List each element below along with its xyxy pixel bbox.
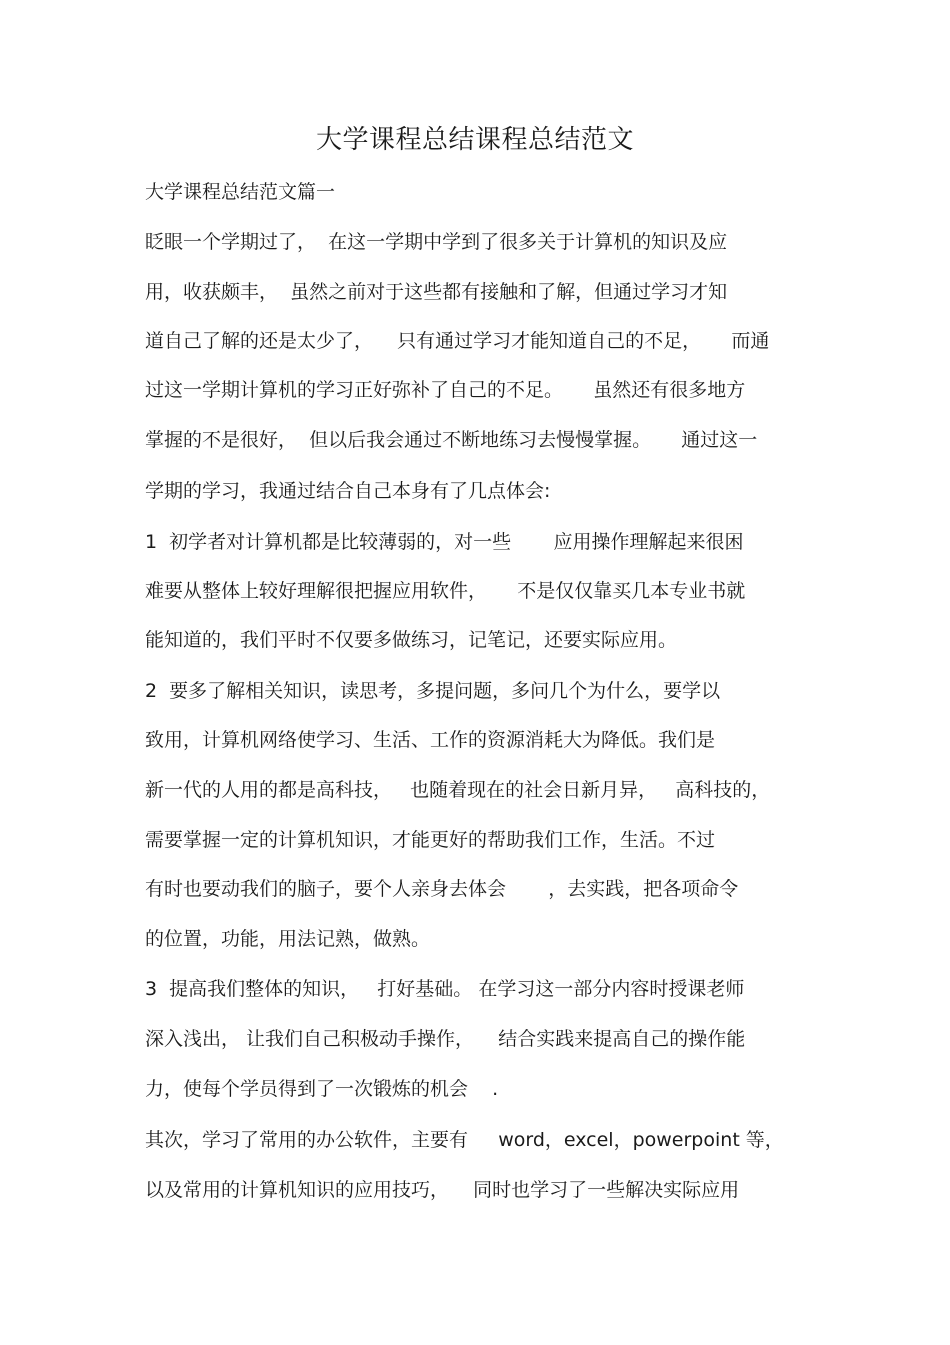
document-title: 大学课程总结课程总结范文 [315, 125, 634, 155]
paragraph-line: 学期的学习，我通过结合自己本身有了几点体会: [145, 480, 551, 502]
paragraph-line: 能知道的，我们平时不仅要多做练习，记笔记，还要实际应用。 [145, 629, 678, 651]
paragraph-line: 以及常用的计算机知识的应用技巧， 同时也学习了一些解决实际应用 [145, 1179, 740, 1201]
paragraph-line: 掌握的不是很好， 但以后我会通过不断地练习去慢慢掌握。 通过这一 [145, 429, 758, 451]
paragraph-line: 眨眼一个学期过了， 在这一学期中学到了很多关于计算机的知识及应 [145, 231, 728, 253]
list-item-line: 1 初学者对计算机都是比较薄弱的，对一些 应用操作理解起来很困 [145, 531, 744, 553]
paragraph-line: 深入浅出， 让我们自己积极动手操作， 结合实践来提高自己的操作能 [145, 1028, 746, 1050]
paragraph-line: 过这一学期计算机的学习正好弥补了自己的不足。 虽然还有很多地方 [145, 379, 746, 401]
paragraph-line: 其次，学习了常用的办公软件，主要有 word，excel，powerpoint 等， [145, 1129, 784, 1151]
list-item-line: 2 要多了解相关知识，读思考，多提问题，多问几个为什么，要学以 [145, 680, 721, 702]
paragraph-line: 难要从整体上较好理解很把握应用软件， 不是仅仅靠买几本专业书就 [145, 580, 746, 602]
paragraph-line: 道自己了解的还是太少了， 只有通过学习才能知道自己的不足， 而通 [145, 330, 770, 352]
paragraph-line: 用，收获颇丰， 虽然之前对于这些都有接触和了解，但通过学习才知 [145, 281, 728, 303]
paragraph-line: 新一代的人用的都是高科技， 也随着现在的社会日新月异， 高科技的， [145, 779, 771, 801]
paragraph-line: 的位置，功能，用法记熟，做熟。 [145, 928, 431, 950]
list-item-line: 3 提高我们整体的知识， 打好基础。 在学习这一部分内容时授课老师 [145, 978, 745, 1000]
paragraph-line: 需要掌握一定的计算机知识，才能更好的帮助我们工作，生活。不过 [145, 829, 716, 851]
paragraph-line: 有时也要动我们的脑子，要个人亲身去体会 ，去实践，把各项命令 [145, 878, 739, 900]
section-subtitle: 大学课程总结范文篇一 [145, 181, 336, 203]
paragraph-line: 力，使每个学员得到了一次锻炼的机会 . [145, 1078, 499, 1100]
paragraph-line: 致用，计算机网络使学习、生活、工作的资源消耗大为降低。我们是 [145, 729, 716, 751]
